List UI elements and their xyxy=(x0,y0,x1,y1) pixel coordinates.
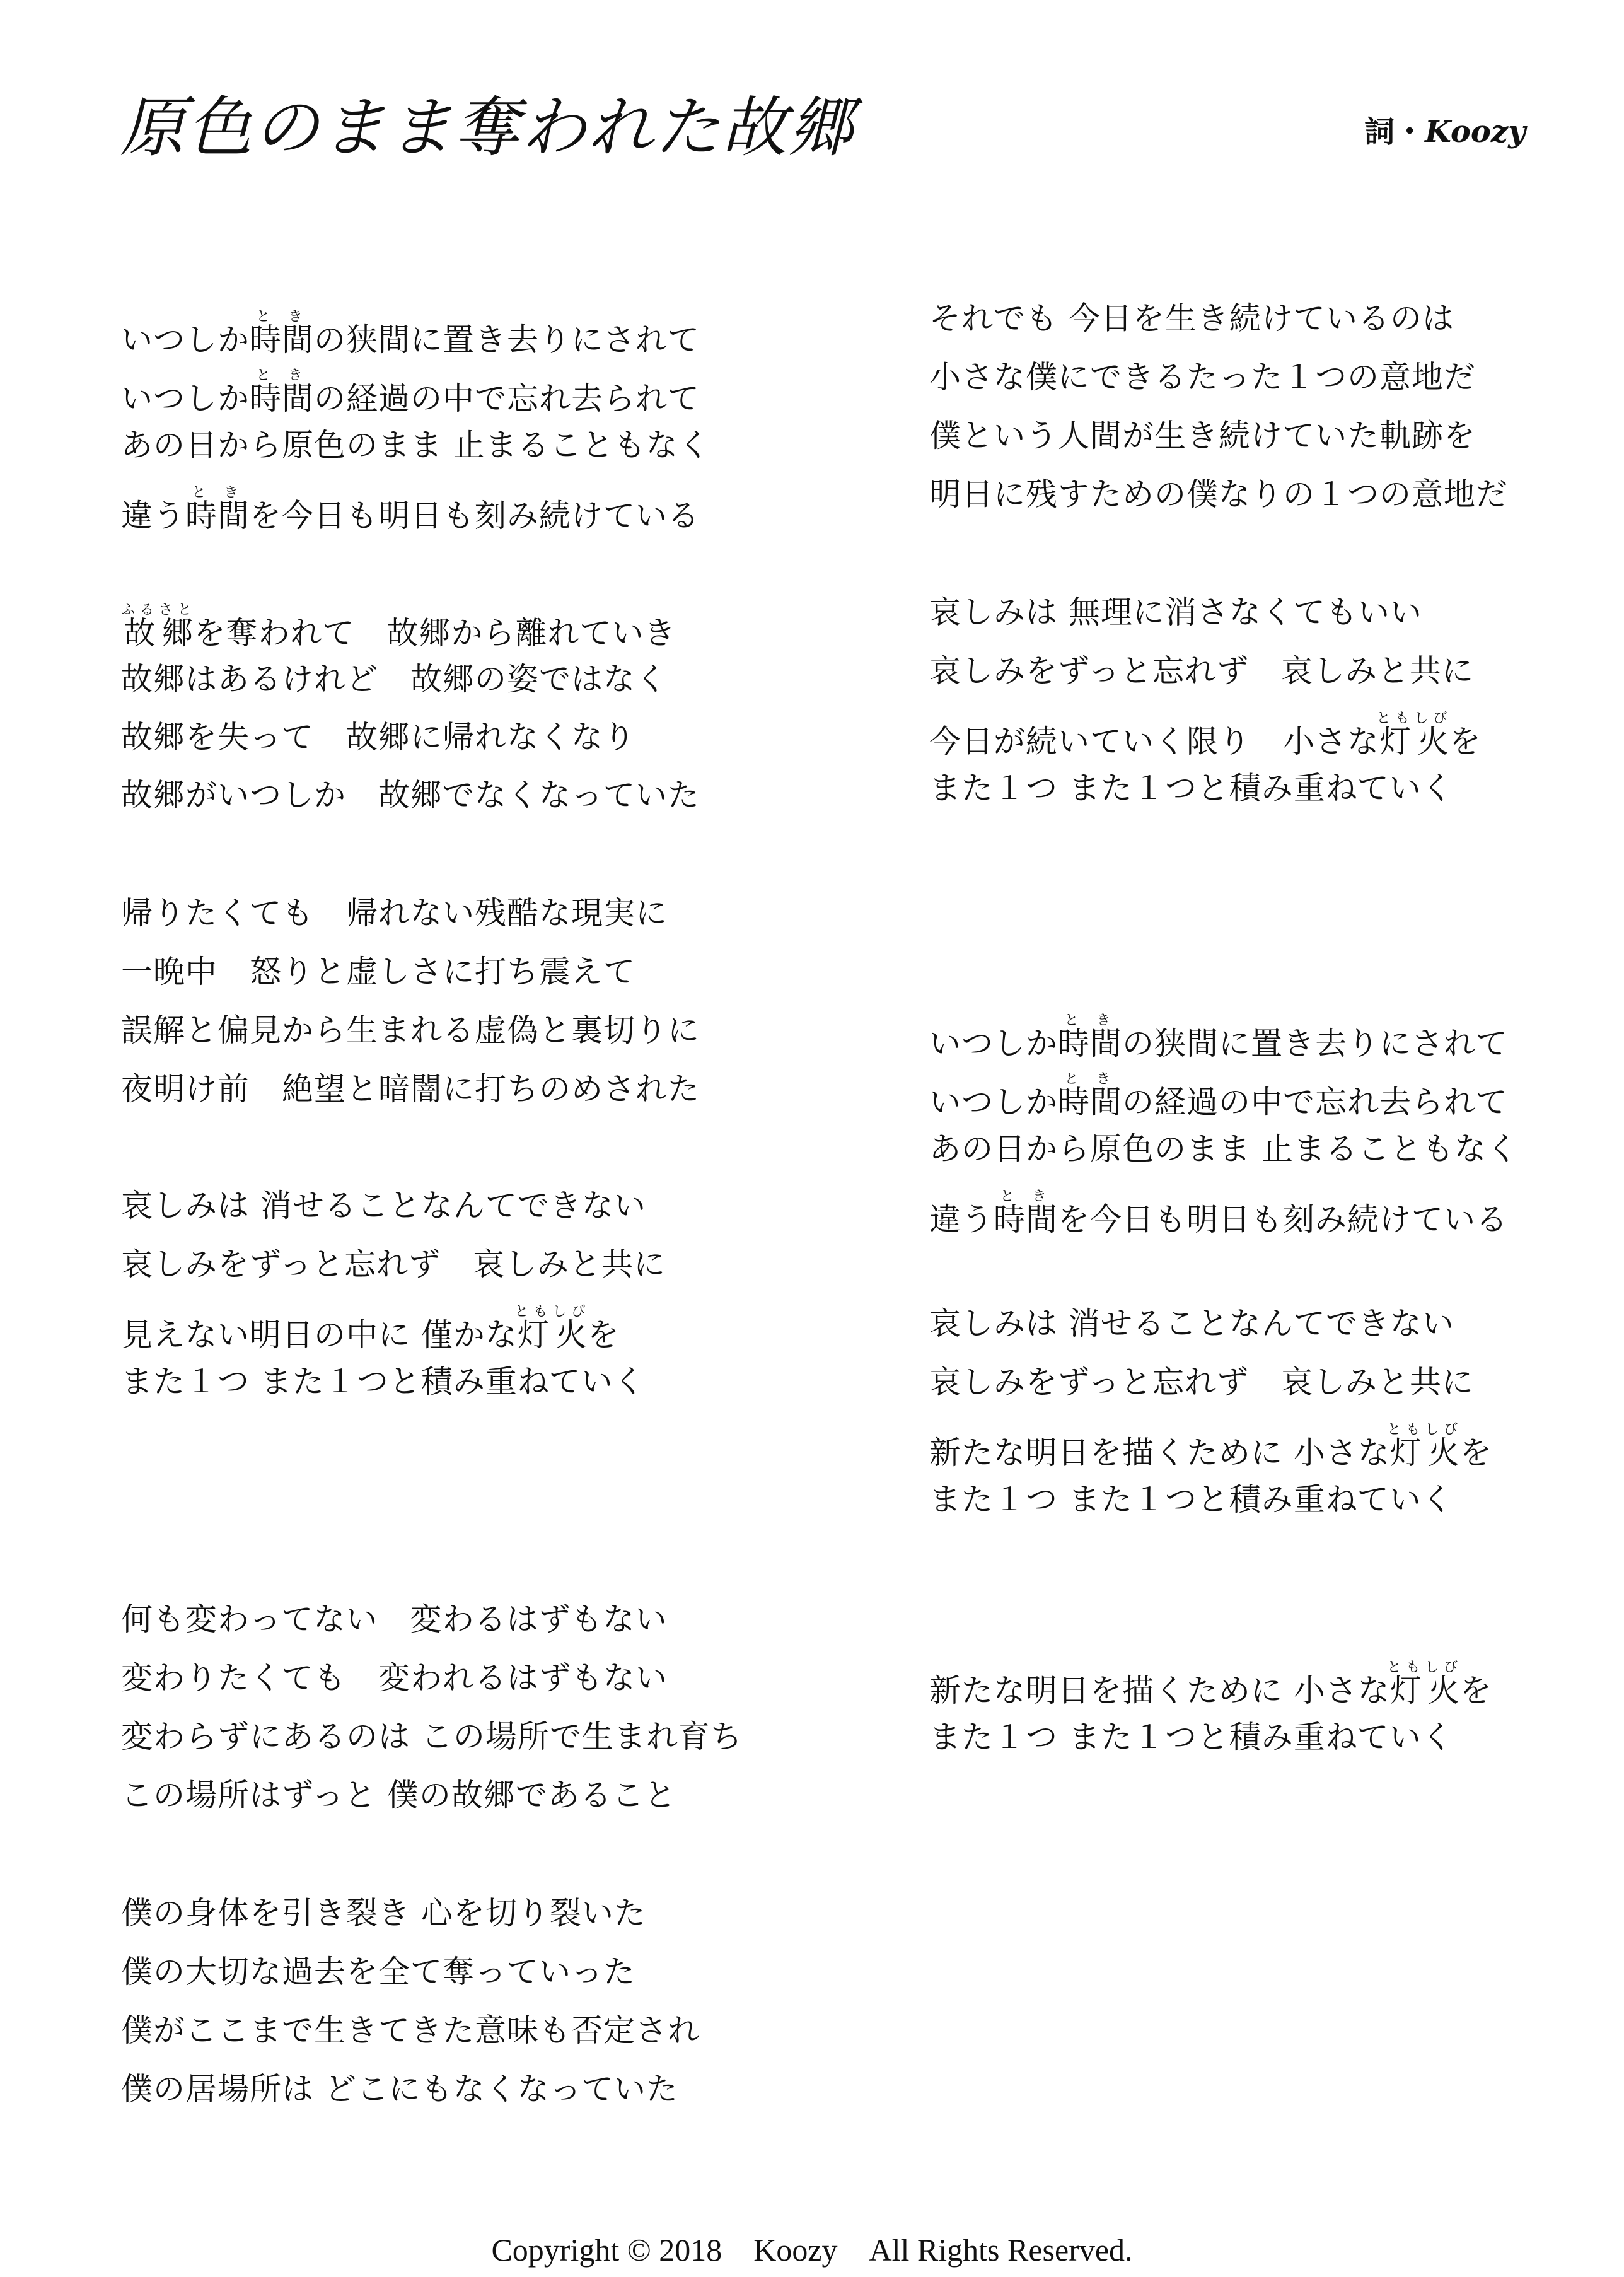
ruby-base: 故郷 xyxy=(121,615,197,651)
lyric-text: 小さな僕にできるたった１つの意地だ xyxy=(929,359,1476,395)
lyric-text: を今日も明日も刻み続けている xyxy=(1058,1201,1508,1238)
lyricist-credit xyxy=(1364,107,1526,151)
lyric-line xyxy=(121,309,700,358)
lyric-line xyxy=(121,485,700,534)
lyric-text: 僕がここまで生きてきた意味も否定され xyxy=(121,2012,700,2049)
lyric-text: いつしか xyxy=(929,1084,1058,1121)
lyric-text: を xyxy=(1449,723,1482,760)
copyright-notice: Copyright © 2018 Koozy All Rights Reserved. xyxy=(491,2232,1133,2268)
lyric-text: 今日が続いていく限り 小さな xyxy=(929,723,1379,760)
lyric-text: 誤解と偏見から生まれる虚偽と裏切りに xyxy=(121,1012,700,1049)
ruby-word xyxy=(250,368,314,417)
furigana: ともしび xyxy=(514,1304,591,1320)
ruby-base: 灯火 xyxy=(1376,723,1453,760)
lyric-line xyxy=(121,2070,678,2108)
lyric-line xyxy=(121,1245,666,1283)
lyric-line xyxy=(929,593,1422,631)
lyric-text: 故郷がいつしか 故郷でなくなっていた xyxy=(121,777,700,813)
lyric-text: いつしか xyxy=(929,1025,1058,1062)
lyric-text: の狭間に置き去りにされて xyxy=(314,322,700,358)
furigana: ともしび xyxy=(1376,711,1453,726)
lyric-text: あの日から原色のまま 止まることもなく xyxy=(121,427,710,463)
furigana: とき xyxy=(185,485,250,501)
lyric-line xyxy=(929,1189,1508,1238)
lyric-text: 明日に残すための僕なりの１つの意地だ xyxy=(929,476,1508,513)
lyric-line xyxy=(929,475,1508,513)
lyric-text: あの日から原色のまま 止まることもなく xyxy=(929,1131,1519,1167)
lyric-line xyxy=(121,1953,635,1991)
ruby-base: 時間 xyxy=(250,322,314,358)
lyric-text: 僕という人間が生き続けていた軌跡を xyxy=(929,417,1476,454)
furigana: ともしび xyxy=(1387,1422,1463,1438)
lyric-text: 何も変わってない 変わるはずもない xyxy=(121,1601,668,1638)
lyric-text: 哀しみは 消せることなんてできない xyxy=(121,1187,646,1224)
lyric-text: の狭間に置き去りにされて xyxy=(1122,1025,1508,1062)
lyric-line xyxy=(121,1070,700,1108)
lyric-text: また１つ また１つと積み重ねていく xyxy=(929,1719,1454,1756)
lyric-text: 哀しみをずっと忘れず 哀しみと共に xyxy=(929,1364,1474,1401)
ruby-word xyxy=(1058,1071,1122,1121)
lyric-line xyxy=(121,602,676,651)
lyric-text: 僕の大切な過去を全て奪っていった xyxy=(121,1954,635,1990)
lyric-text: 変わりたくても 変われるはずもない xyxy=(121,1660,668,1696)
lyric-line xyxy=(929,1363,1474,1401)
lyric-text: 僕の居場所は どこにもなくなっていた xyxy=(121,2071,678,2107)
ruby-base: 灯火 xyxy=(1387,1435,1463,1471)
lyric-line xyxy=(121,660,668,698)
lyric-text: を奪われて 故郷から離れていき xyxy=(194,615,676,651)
lyric-line xyxy=(121,894,668,932)
lyricist-prefix: 詞・ xyxy=(1364,114,1425,149)
lyric-line xyxy=(929,1305,1454,1342)
lyric-text: 一晩中 怒りと虚しさに打ち震えて xyxy=(121,953,635,990)
lyric-text: 違う xyxy=(929,1201,994,1238)
lyric-text: それでも 今日を生き続けているのは xyxy=(929,300,1454,337)
lyric-text: 哀しみをずっと忘れず 哀しみと共に xyxy=(121,1246,666,1283)
lyric-text: を xyxy=(587,1317,620,1353)
lyric-text: 見えない明日の中に 僅かな xyxy=(121,1317,518,1353)
ruby-word xyxy=(994,1189,1058,1238)
lyric-line xyxy=(929,358,1476,396)
lyric-line xyxy=(121,368,700,417)
lyric-line xyxy=(929,1481,1454,1518)
lyric-line xyxy=(121,1600,668,1638)
lyric-line xyxy=(929,1718,1454,1756)
lyric-line xyxy=(121,776,700,814)
lyric-line xyxy=(121,953,635,991)
lyric-text: また１つ また１つと積み重ねていく xyxy=(929,1481,1454,1518)
lyric-line xyxy=(121,1776,676,1814)
ruby-word xyxy=(1376,711,1453,760)
lyric-text: 哀しみは 無理に消さなくてもいい xyxy=(929,594,1422,631)
ruby-word xyxy=(1058,1013,1122,1062)
lyric-text: 夜明け前 絶望と暗闇に打ちのめされた xyxy=(121,1071,700,1107)
lyric-text: 新たな明日を描くために 小さな xyxy=(929,1435,1390,1471)
lyric-text: また１つ また１つと積み重ねていく xyxy=(929,770,1454,807)
lyric-text: 違う xyxy=(121,498,185,534)
lyricist-name: Koozy xyxy=(1425,114,1526,149)
lyric-text: また１つ また１つと積み重ねていく xyxy=(121,1363,646,1400)
lyric-text: 故郷を失って 故郷に帰れなくなり xyxy=(121,719,635,755)
furigana: ともしび xyxy=(1387,1660,1463,1675)
lyric-line xyxy=(929,300,1454,337)
lyric-line xyxy=(929,1130,1519,1168)
lyric-line xyxy=(929,711,1482,760)
lyric-line xyxy=(929,1422,1492,1471)
lyric-line xyxy=(929,1660,1492,1709)
ruby-word xyxy=(185,485,250,534)
ruby-word xyxy=(1387,1422,1463,1471)
ruby-base: 灯火 xyxy=(514,1317,591,1353)
ruby-base: 時間 xyxy=(994,1201,1058,1238)
furigana: とき xyxy=(1058,1071,1122,1087)
lyric-text: を今日も明日も刻み続けている xyxy=(250,498,700,534)
lyric-line xyxy=(121,2012,700,2049)
furigana: とき xyxy=(994,1189,1058,1204)
lyric-text: 僕の身体を引き裂き 心を切り裂いた xyxy=(121,1895,646,1931)
lyric-text: 新たな明日を描くために 小さな xyxy=(929,1672,1390,1709)
lyric-text: 哀しみをずっと忘れず 哀しみと共に xyxy=(929,653,1474,689)
ruby-word xyxy=(121,602,197,651)
lyric-line xyxy=(121,426,710,464)
lyric-text: の経過の中で忘れ去られて xyxy=(1122,1084,1508,1121)
ruby-word xyxy=(514,1304,591,1353)
ruby-base: 時間 xyxy=(1058,1025,1122,1062)
lyric-line xyxy=(929,769,1454,807)
lyric-text: 故郷はあるけれど 故郷の姿ではなく xyxy=(121,661,668,697)
lyric-text: 帰りたくても 帰れない残酷な現実に xyxy=(121,895,668,931)
lyric-text: 哀しみは 消せることなんてできない xyxy=(929,1305,1454,1342)
lyric-line xyxy=(929,1013,1508,1062)
lyric-line xyxy=(121,1011,700,1049)
song-title: 原色のまま奪われた故郷 xyxy=(120,89,856,166)
lyric-line xyxy=(929,652,1474,690)
lyric-text: の経過の中で忘れ去られて xyxy=(314,380,700,417)
lyric-line xyxy=(929,417,1476,455)
lyric-line xyxy=(121,1894,646,1932)
furigana: ふるさと xyxy=(121,602,197,618)
lyric-line xyxy=(121,1363,646,1401)
furigana: とき xyxy=(250,368,314,383)
lyric-text: を xyxy=(1459,1435,1492,1471)
lyric-text: を xyxy=(1459,1672,1492,1709)
ruby-word xyxy=(250,309,314,358)
lyric-text: 変わらずにあるのは この場所で生まれ育ち xyxy=(121,1718,743,1755)
lyric-line xyxy=(121,1718,743,1756)
furigana: とき xyxy=(1058,1013,1122,1028)
ruby-word xyxy=(1387,1660,1463,1709)
ruby-base: 時間 xyxy=(1058,1084,1122,1121)
lyric-text: いつしか xyxy=(121,380,250,417)
lyric-text: いつしか xyxy=(121,322,250,358)
furigana: とき xyxy=(250,309,314,325)
ruby-base: 灯火 xyxy=(1387,1672,1463,1709)
lyric-line xyxy=(121,1304,620,1353)
ruby-base: 時間 xyxy=(250,380,314,417)
lyric-line xyxy=(121,1659,668,1697)
lyric-line xyxy=(121,1187,646,1225)
lyric-line xyxy=(929,1071,1508,1121)
lyric-text: この場所はずっと 僕の故郷であること xyxy=(121,1777,676,1814)
ruby-base: 時間 xyxy=(185,498,250,534)
lyric-line xyxy=(121,718,635,756)
